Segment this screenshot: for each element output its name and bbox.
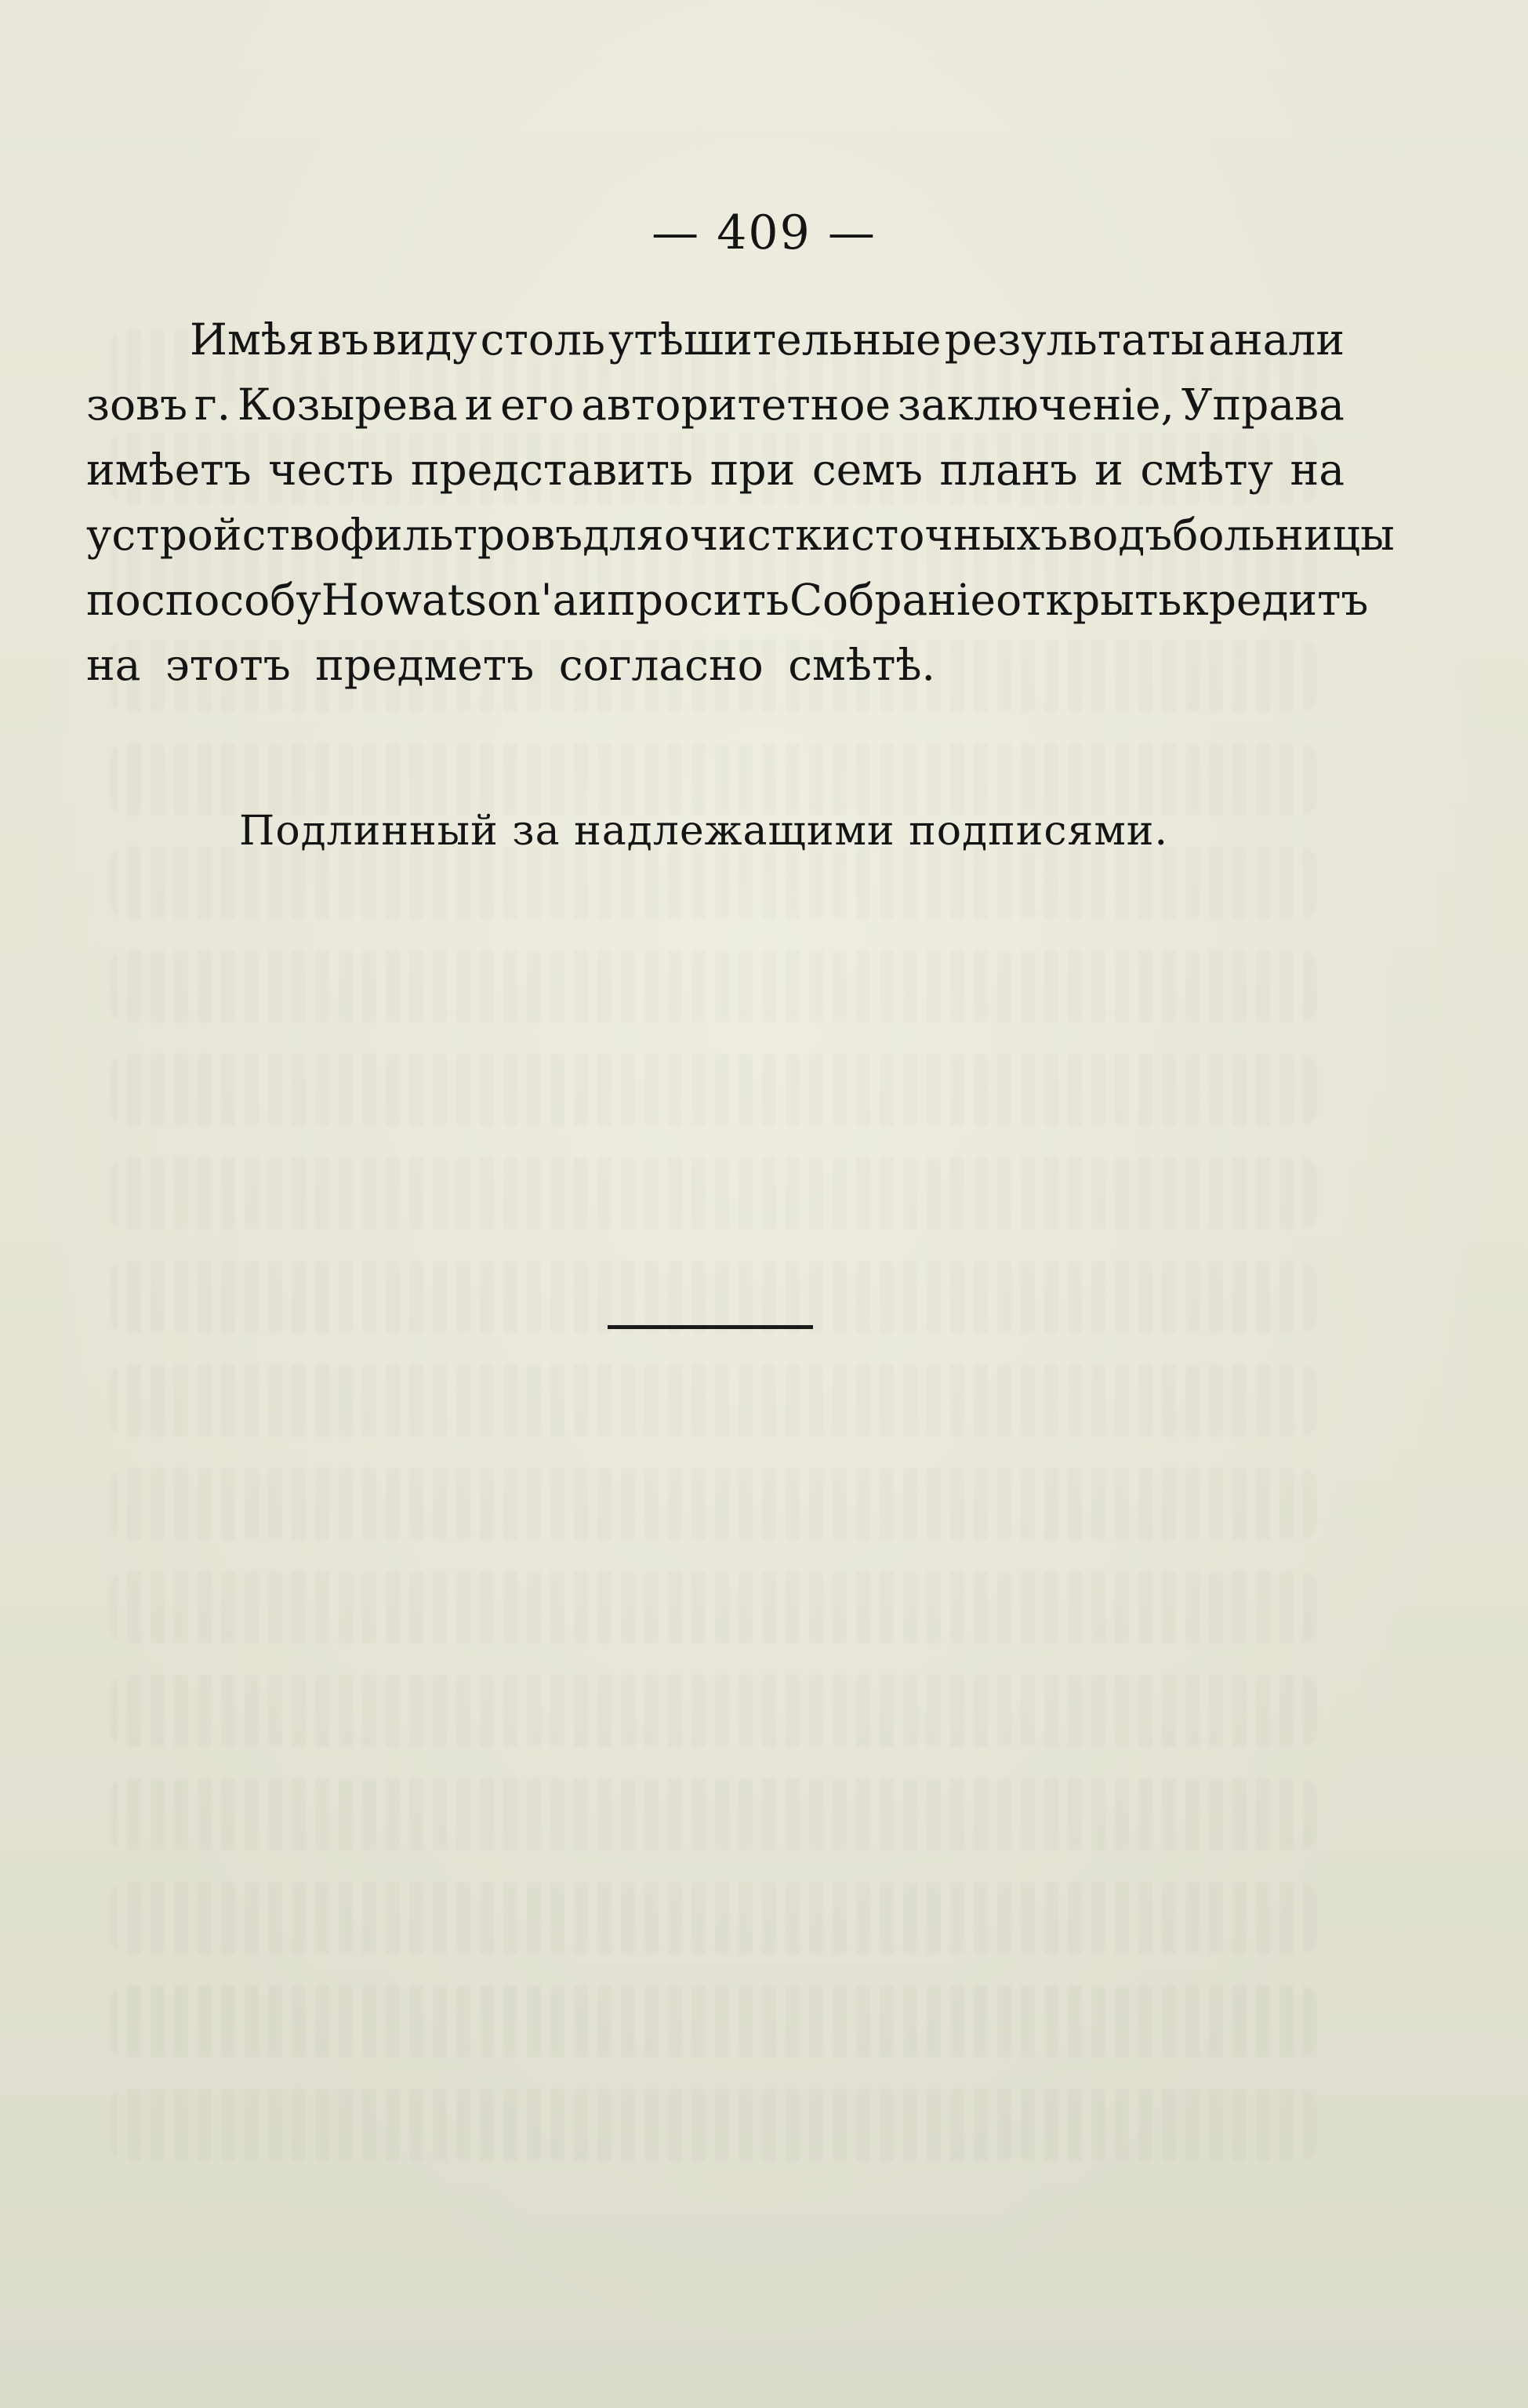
word: его bbox=[499, 380, 575, 430]
word: водъ bbox=[1068, 510, 1173, 560]
word: зовъ bbox=[86, 380, 188, 430]
word: виду bbox=[372, 314, 477, 365]
paragraph-line-text bbox=[86, 372, 1345, 438]
word: кредитъ bbox=[1181, 575, 1369, 625]
word: Управа bbox=[1181, 380, 1345, 430]
paragraph-line-text: на этотъ предметъ согласно смѣтѣ. bbox=[86, 640, 936, 690]
paragraph-line bbox=[86, 568, 1369, 633]
word: столь bbox=[480, 314, 605, 365]
word: для bbox=[583, 510, 664, 560]
word: на bbox=[1290, 445, 1345, 495]
paragraph-line-text bbox=[86, 503, 1395, 568]
paragraph-line-text bbox=[86, 438, 1345, 503]
word: анали bbox=[1208, 314, 1345, 365]
word: просить bbox=[607, 575, 789, 625]
word: заключеніе, bbox=[897, 380, 1174, 430]
paragraph-line-text bbox=[190, 307, 1345, 372]
word: результаты bbox=[944, 314, 1206, 365]
word: въ bbox=[317, 314, 369, 365]
word: сточныхъ bbox=[851, 510, 1069, 560]
word: по bbox=[86, 575, 141, 625]
word: авторитетное bbox=[581, 380, 891, 430]
word: и bbox=[1094, 445, 1123, 495]
paragraph-line bbox=[86, 633, 1345, 698]
body-paragraph bbox=[86, 307, 1395, 698]
paragraph-line bbox=[86, 307, 1345, 372]
paragraph-line-text bbox=[86, 568, 1369, 633]
signature-note: Подлинный за надлежащими подписями. bbox=[239, 808, 1168, 855]
paragraph-line bbox=[86, 438, 1345, 503]
word: и bbox=[578, 575, 608, 625]
word: Козырева bbox=[237, 380, 458, 430]
word: Howatson'a bbox=[321, 575, 579, 625]
paragraph-line bbox=[86, 503, 1395, 568]
word: имѣетъ bbox=[86, 445, 252, 495]
word: планъ bbox=[939, 445, 1078, 495]
word: Собраніе bbox=[789, 575, 996, 625]
word: честь bbox=[268, 445, 394, 495]
word: г. bbox=[194, 380, 231, 430]
word: больницы bbox=[1172, 510, 1395, 560]
word: и bbox=[464, 380, 494, 430]
word: способу bbox=[140, 575, 321, 625]
page-number: — 409 — bbox=[651, 205, 877, 260]
word: семъ bbox=[811, 445, 923, 495]
divider-rule bbox=[608, 1325, 813, 1329]
word: Имѣя bbox=[190, 314, 314, 365]
word: смѣту bbox=[1140, 445, 1273, 495]
word: очистки bbox=[663, 510, 851, 560]
word: открыть bbox=[996, 575, 1182, 625]
word: представить bbox=[410, 445, 694, 495]
word: устройство bbox=[86, 510, 340, 560]
word: утѣшительные bbox=[608, 314, 942, 365]
word: при bbox=[710, 445, 796, 495]
paragraph-line bbox=[86, 372, 1345, 438]
word: фильтровъ bbox=[339, 510, 583, 560]
